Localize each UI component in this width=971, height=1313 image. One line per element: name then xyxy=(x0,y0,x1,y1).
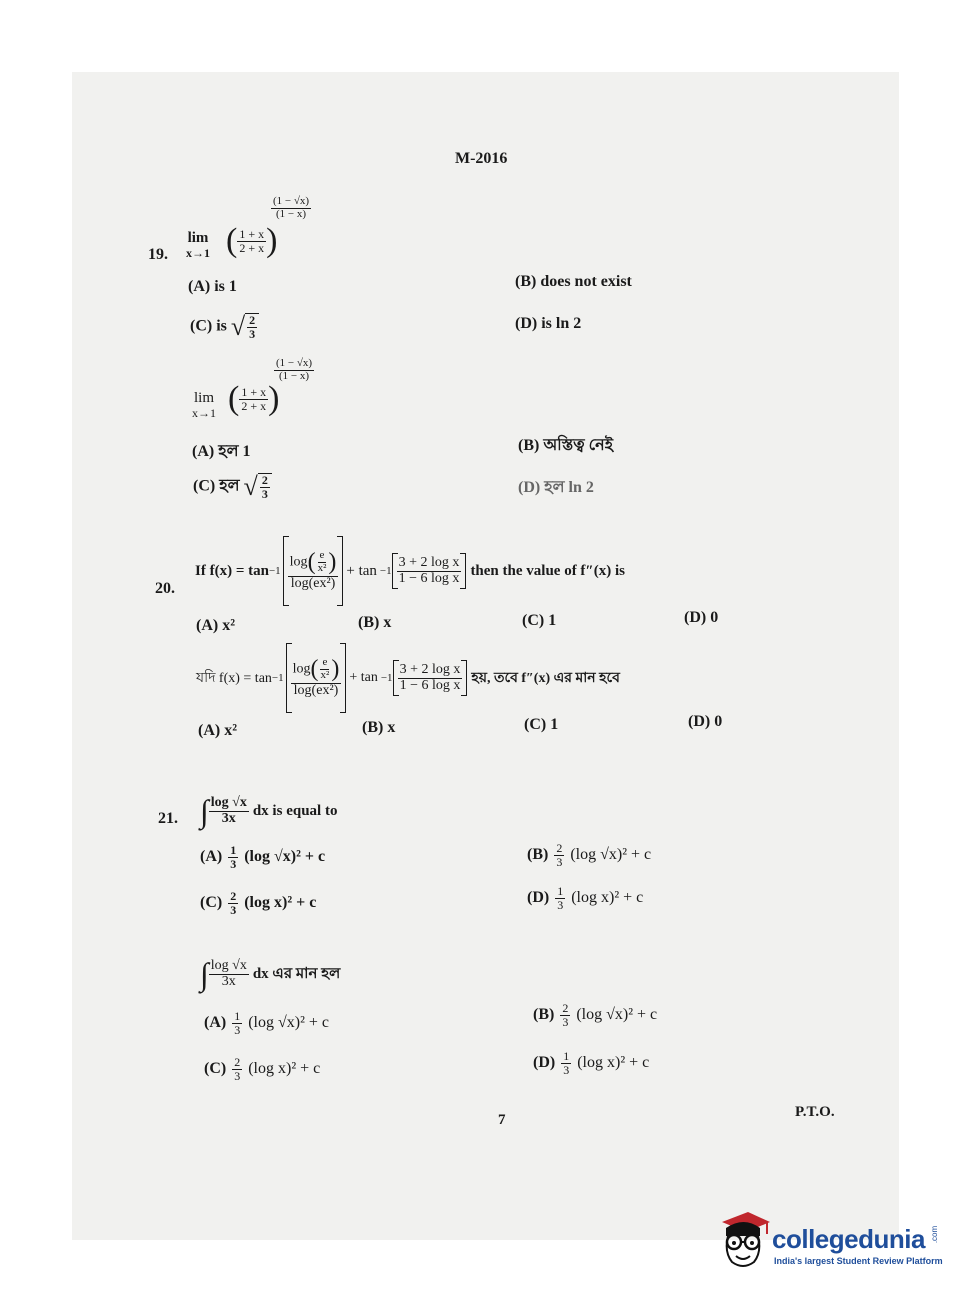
q21-option-b: (B) $\frac{2}{3}$ (log √x)² + c xyxy=(527,841,652,869)
q21-option-a: (A) $\frac{1}{3}$ (log √x)² + c xyxy=(200,843,326,871)
q20-bn-option-b: (B) x xyxy=(362,719,396,736)
q20-option-d: (D) 0 xyxy=(684,609,719,626)
q19-bn-option-a: (A) হল 1 xyxy=(192,443,251,460)
q20-bn-statement: যদি f(x) = tan −1 log( $\frac{e}{\text{x²}}$ ) log(ex²) + tan −1 $\frac{\text{3 + 2 log x}}{\text{1 − 6 log x}}$ হয়, তবে f″(x) এর মান হবে xyxy=(196,643,620,713)
q21-bn-option-d: (D) $\frac{1}{3}$ (log x)² + c xyxy=(533,1049,650,1077)
q21-bn-option-a: (A) $\frac{1}{3}$ (log √x)² + c xyxy=(204,1009,330,1037)
brand-name: collegedunia xyxy=(772,1224,925,1254)
q20-option-b: (B) x xyxy=(358,614,392,631)
limit-base: ( $\frac{1 + x}{2 + x}$ ) xyxy=(226,222,278,259)
q21-option-d: (D) $\frac{1}{3}$ (log x)² + c xyxy=(527,884,644,912)
q21-option-c: (C) $\frac{2}{3}$ (log x)² + c xyxy=(200,889,317,917)
q19-option-a: (A) is 1 xyxy=(188,278,237,295)
q21-bn-option-b: (B) $\frac{2}{3}$ (log √x)² + c xyxy=(533,1001,658,1029)
q20-bn-option-d: (D) 0 xyxy=(688,713,723,730)
brand-tagline: India's largest Student Review Platform xyxy=(774,1256,943,1266)
q19-option-d: (D) is ln 2 xyxy=(515,315,582,332)
q20-number: 20. xyxy=(155,580,175,597)
pto-label: P.T.O. xyxy=(795,1104,835,1120)
q19-bn-option-c: (C) হল √ $\frac{2}{3}$ xyxy=(193,472,272,502)
limit-operator: lim x→1 xyxy=(186,230,210,260)
q20-option-c: (C) 1 xyxy=(522,612,557,629)
q19-bn-option-d: (D) হল ln 2 xyxy=(518,479,594,496)
question-number: 19. xyxy=(148,246,168,263)
q19-bn-option-b: (B) অস্তিত্ব নেই xyxy=(518,437,614,454)
brand-domain: .com xyxy=(930,1225,940,1244)
paper-code: M-2016 xyxy=(455,150,508,167)
limit-exponent: $\frac{(1 - √x)}{(1 - x)}$ xyxy=(273,195,310,220)
q20-bn-option-c: (C) 1 xyxy=(524,716,559,733)
page-number: 7 xyxy=(498,1112,506,1128)
q19-option-c: (C) is √ $\frac{2}{3}$ xyxy=(190,312,259,342)
q21-statement: ∫ $\frac{\log √x}{3x}$ dx is equal to xyxy=(200,793,338,829)
q21-bn-statement: ∫ $\frac{\log √x}{3x}$ dx এর মান হল xyxy=(200,956,341,992)
q19-option-b: (B) does not exist xyxy=(515,273,632,290)
q20-bn-option-a: (A) x² xyxy=(198,722,238,739)
q21-number: 21. xyxy=(158,810,178,827)
collegedunia-logo[interactable] xyxy=(716,1206,946,1276)
q20-option-a: (A) x² xyxy=(196,617,236,634)
q20-statement: If f(x) = tan −1 log( $\frac{e}{\text{x²}}$ ) log(ex²) + tan −1 $\frac{\text{3 + 2 log x}}{\text{1 − 6 log x}}$ then the value of f″(x) is xyxy=(195,536,625,606)
q21-bn-option-c: (C) $\frac{2}{3}$ (log x)² + c xyxy=(204,1055,321,1083)
mascot-icon xyxy=(716,1206,772,1276)
